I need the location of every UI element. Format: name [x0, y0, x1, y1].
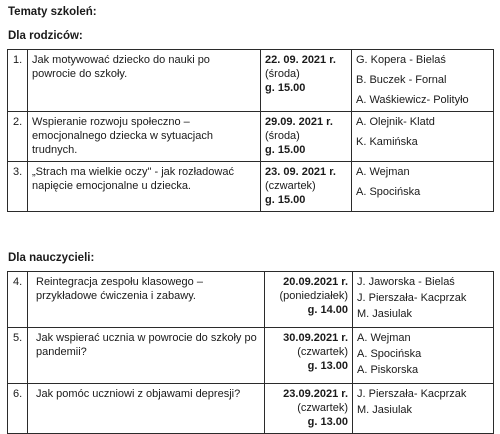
parents-topics-table — [7, 49, 494, 212]
hosts-cell — [353, 272, 494, 328]
date-text: 22. 09. 2021 r. — [265, 54, 336, 66]
date-cell — [261, 112, 352, 162]
topic-cell: Reintegracja zespołu klasowego – przykładowe ćwiczenia i zabawy. — [28, 272, 265, 328]
time-text: g. 13.00 — [307, 360, 348, 372]
section-heading-parents: Dla rodziców: — [8, 30, 83, 42]
hosts-cell — [352, 50, 494, 112]
row-number: 1. — [8, 50, 28, 112]
time-text: g. 14.00 — [307, 304, 348, 316]
topic-cell: Jak motywować dziecko do nauki po powrocie do szkoły. — [28, 50, 261, 112]
date-cell — [265, 272, 353, 328]
date-cell — [265, 328, 353, 384]
host-name: A. Piskorska — [357, 364, 419, 376]
row-number: 2. — [8, 112, 28, 162]
weekday-text: (poniedziałek) — [279, 290, 348, 302]
host-name: M. Jasiulak — [357, 308, 413, 320]
weekday-text: (czwartek) — [265, 180, 316, 192]
date-cell — [261, 50, 352, 112]
table-row — [8, 272, 494, 328]
host-name: J. Pierszała- Kacprzak — [357, 388, 467, 400]
table-row — [8, 112, 494, 162]
row-number: 4. — [8, 272, 28, 328]
weekday-text: (środa) — [265, 130, 300, 142]
row-number: 3. — [8, 162, 28, 212]
time-text: g. 13.00 — [307, 416, 348, 428]
host-name: M. Jasiulak — [357, 404, 413, 416]
row-number: 6. — [8, 384, 28, 434]
row-number: 5. — [8, 328, 28, 384]
date-text: 30.09.2021 r. — [283, 332, 348, 344]
hosts-cell — [352, 162, 494, 212]
table-row — [8, 328, 494, 384]
host-name: A. Spocińska — [357, 348, 422, 360]
host-name: G. Kopera - Bielaś — [356, 54, 446, 66]
section-heading-teachers: Dla nauczycieli: — [8, 252, 95, 264]
host-name: K. Kamińska — [356, 136, 418, 148]
host-name: J. Jaworska - Bielaś — [357, 276, 455, 288]
time-text: g. 15.00 — [265, 194, 306, 206]
host-name: A. Waśkiewicz- Polityło — [356, 94, 469, 106]
weekday-text: (czwartek) — [297, 346, 348, 358]
date-text: 23.09.2021 r. — [283, 388, 348, 400]
host-name: A. Spocińska — [356, 186, 421, 198]
date-cell — [265, 384, 353, 434]
host-name: A. Wejman — [356, 166, 410, 178]
hosts-cell — [353, 384, 494, 434]
table-row — [8, 384, 494, 434]
date-text: 20.09.2021 r. — [283, 276, 348, 288]
time-text: g. 15.00 — [265, 144, 306, 156]
topic-cell: Jak pomóc uczniowi z objawami depresji? — [28, 384, 265, 434]
host-name: J. Pierszała- Kacprzak — [357, 292, 467, 304]
weekday-text: (środa) — [265, 68, 300, 80]
topic-cell: Wspieranie rozwoju społeczno – emocjonalnego dziecka w sytuacjach trudnych. — [28, 112, 261, 162]
date-text: 23. 09. 2021 r. — [265, 166, 336, 178]
topic-cell: „Strach ma wielkie oczy" - jak rozładować napięcie emocjonalne u dziecka. — [28, 162, 261, 212]
host-name: A. Olejnik- Klatd — [356, 116, 435, 128]
hosts-cell — [353, 328, 494, 384]
time-text: g. 15.00 — [265, 82, 306, 94]
teachers-topics-table — [7, 271, 494, 434]
date-cell — [261, 162, 352, 212]
topic-cell: Jak wspierać ucznia w powrocie do szkoły po pandemii? — [28, 328, 265, 384]
document-title: Tematy szkoleń: — [8, 6, 97, 18]
table-row — [8, 162, 494, 212]
host-name: B. Buczek - Fornal — [356, 74, 447, 86]
date-text: 29.09. 2021 r. — [265, 116, 333, 128]
host-name: A. Wejman — [357, 332, 411, 344]
table-row — [8, 50, 494, 112]
hosts-cell — [352, 112, 494, 162]
weekday-text: (czwartek) — [297, 402, 348, 414]
